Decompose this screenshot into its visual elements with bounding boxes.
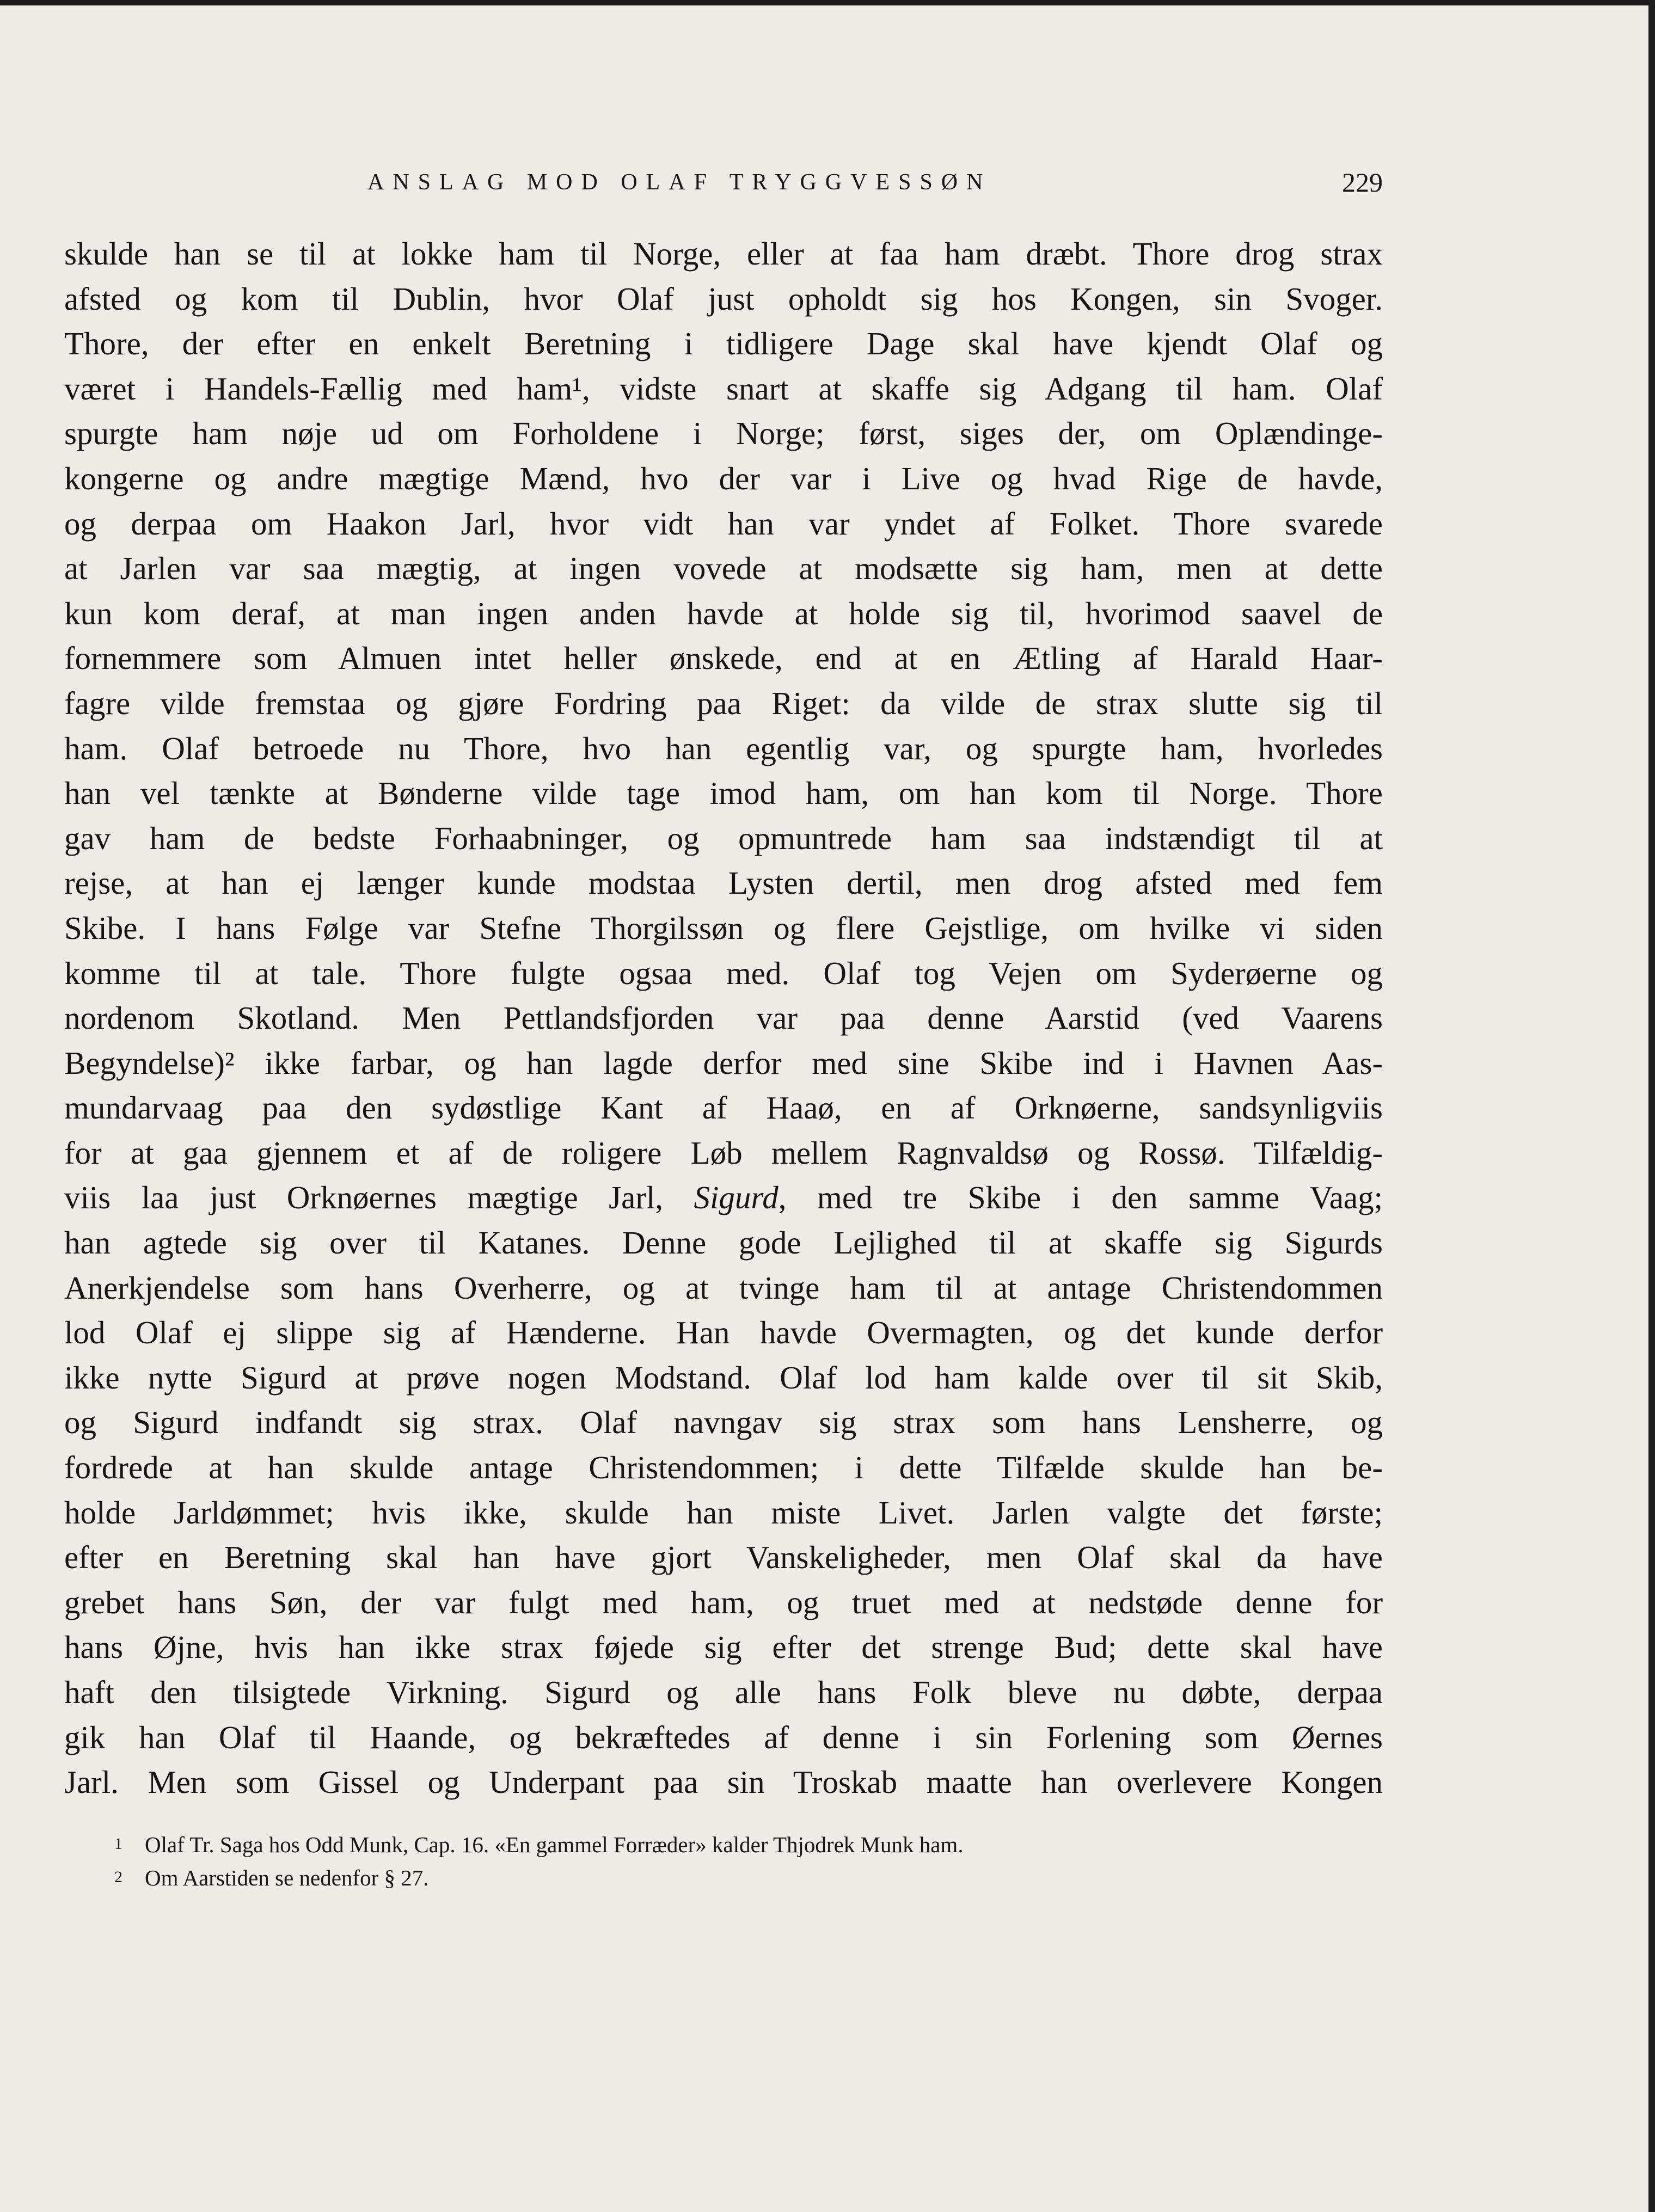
footnote-text: Olaf Tr. Saga hos Odd Munk, Cap. 16. «En gammel Forræder» kalder Thjodrek Munk ham. xyxy=(145,1832,964,1857)
text-line: lod Olaf ej slippe sig af Hænderne. Han havde Overmagten, og det kunde derfor xyxy=(64,1314,1383,1351)
text-line: haft den tilsigtede Virkning. Sigurd og alle hans Folk bleve nu døbte, derpaa xyxy=(64,1674,1383,1710)
footnote xyxy=(114,1828,1383,1861)
text-line: efter en Beretning skal han have gjort Vanskeligheder, men Olaf skal da have xyxy=(64,1539,1383,1576)
text-fragment: viis laa just Orknøernes mægtige Jarl, xyxy=(64,1179,694,1216)
text-line: og Sigurd indfandt sig strax. Olaf navngav sig strax som hans Lensherre, og xyxy=(64,1404,1383,1441)
text-line: hans Øjne, hvis han ikke strax føjede sig efter det strenge Bud; dette skal have xyxy=(64,1629,1383,1666)
scan-border-right xyxy=(1648,0,1655,2212)
footnote xyxy=(114,1861,1383,1894)
text-line: mundarvaag paa den sydøstlige Kant af Haaø, en af Orknøerne, sandsynligviis xyxy=(64,1090,1383,1126)
text-line: kun kom deraf, at man ingen anden havde at holde sig til, hvorimod saavel de xyxy=(64,595,1383,631)
text-line: Begyndelse)² ikke farbar, og han lagde derfor med sine Skibe ind i Havnen Aas- xyxy=(64,1044,1383,1081)
text-line: nordenom Skotland. Men Pettlandsfjorden var paa denne Aarstid (ved Vaarens xyxy=(64,1000,1383,1036)
text-line: komme til at tale. Thore fulgte ogsaa med. Olaf tog Vejen om Syderøerne og xyxy=(64,955,1383,991)
italic-name-sigurd: Sigurd xyxy=(694,1179,779,1216)
text-line: Anerkjendelse som hans Overherre, og at tvinge ham til at antage Christendommen xyxy=(64,1269,1383,1306)
text-line: Skibe. I hans Følge var Stefne Thorgilssøn og flere Gejstlige, om hvilke vi siden xyxy=(64,910,1383,946)
running-head xyxy=(65,163,1383,201)
body-text xyxy=(64,231,1383,1805)
footnote-text: Om Aarstiden se nedenfor § 27. xyxy=(145,1865,429,1890)
text-line-with-italic xyxy=(64,1175,1383,1220)
running-title: ANSLAG MOD OLAF TRYGGVESSØN xyxy=(367,170,992,195)
text-line: rejse, at han ej længer kunde modstaa Lysten dertil, men drog afsted med fem xyxy=(64,865,1383,901)
footnotes xyxy=(114,1828,1383,1894)
text-line: og derpaa om Haakon Jarl, hvor vidt han var yndet af Folket. Thore svarede xyxy=(64,505,1383,542)
text-fragment: , med tre Skibe i den samme Vaag; xyxy=(778,1179,1383,1216)
text-line: ham. Olaf betroede nu Thore, hvo han egentlig var, og spurgte ham, hvorledes xyxy=(64,730,1383,766)
text-line: ikke nytte Sigurd at prøve nogen Modstand. Olaf lod ham kalde over til sit Skib, xyxy=(64,1359,1383,1396)
text-line: holde Jarldømmet; hvis ikke, skulde han miste Livet. Jarlen valgte det første; xyxy=(64,1494,1383,1531)
text-line: gik han Olaf til Haande, og bekræftedes af denne i sin Forlening som Øernes xyxy=(64,1719,1383,1755)
text-line: Thore, der efter en enkelt Beretning i tidligere Dage skal have kjendt Olaf og xyxy=(64,325,1383,362)
text-line: fordrede at han skulde antage Christendommen; i dette Tilfælde skulde han be- xyxy=(64,1449,1383,1486)
footnote-marker: 2 xyxy=(114,1868,122,1886)
text-line: skulde han se til at lokke ham til Norge, eller at faa ham dræbt. Thore drog strax xyxy=(64,236,1383,272)
text-line: han vel tænkte at Bønderne vilde tage imod ham, om han kom til Norge. Thore xyxy=(64,775,1383,812)
footnote-marker: 1 xyxy=(114,1835,122,1853)
text-line: gav ham de bedste Forhaabninger, og opmuntrede ham saa indstændigt til at xyxy=(64,820,1383,856)
text-line: spurgte ham nøje ud om Forholdene i Norge; først, siges der, om Oplændinge- xyxy=(64,415,1383,452)
text-line: grebet hans Søn, der var fulgt med ham, og truet med at nedstøde denne for xyxy=(64,1584,1383,1620)
text-line: Jarl. Men som Gissel og Underpant paa sin Troskab maatte han overlevere Kongen xyxy=(64,1764,1383,1801)
text-line: kongerne og andre mægtige Mænd, hvo der var i Live og hvad Rige de havde, xyxy=(64,460,1383,496)
text-line: at Jarlen var saa mægtig, at ingen vovede at modsætte sig ham, men at dette xyxy=(64,550,1383,587)
page-number: 229 xyxy=(1342,167,1383,198)
text-line: været i Handels-Fællig med ham¹, vidste snart at skaffe sig Adgang til ham. Olaf xyxy=(64,370,1383,407)
text-line: han agtede sig over til Katanes. Denne gode Lejlighed til at skaffe sig Sigurds xyxy=(64,1225,1383,1261)
text-line: afsted og kom til Dublin, hvor Olaf just opholdt sig hos Kongen, sin Svoger. xyxy=(64,280,1383,317)
text-line: for at gaa gjennem et af de roligere Løb mellem Ragnvaldsø og Rossø. Tilfældig- xyxy=(64,1134,1383,1171)
text-line: fornemmere som Almuen intet heller ønskede, end at en Ætling af Harald Haar- xyxy=(64,640,1383,677)
text-line: fagre vilde fremstaa og gjøre Fordring paa Riget: da vilde de strax slutte sig til xyxy=(64,685,1383,721)
scan-border-top xyxy=(0,0,1655,5)
